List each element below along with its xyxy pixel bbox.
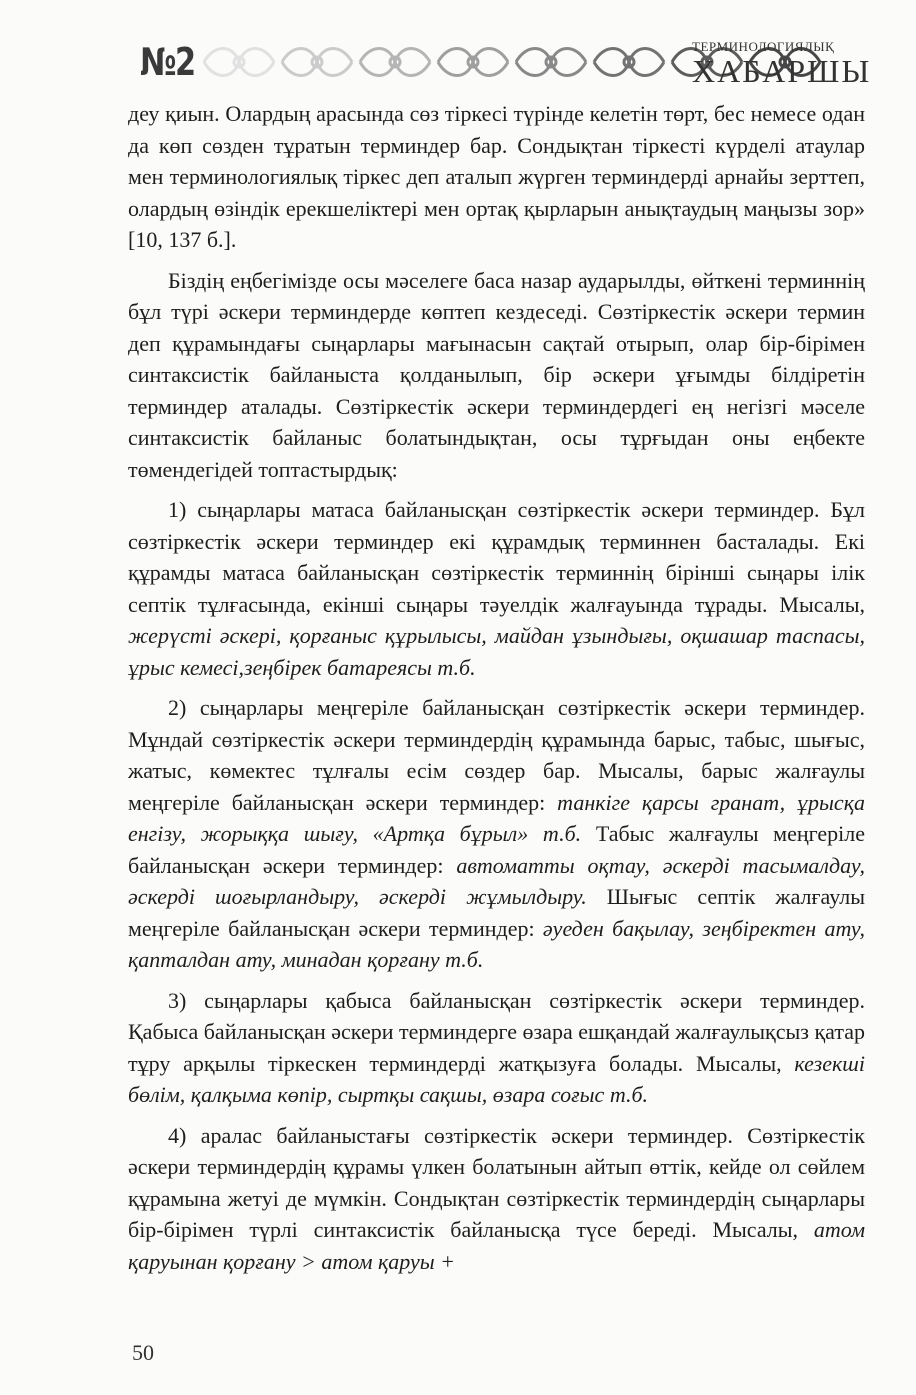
paragraph xyxy=(128,985,865,1111)
example-terms: кезекші бөлім, қалқыма көпір, сыртқы сақшы, өзара соғыс т.б. xyxy=(128,1050,865,1107)
journal-title-line1: ТЕРМИНОЛОГИЯЛЫҚ xyxy=(692,39,835,54)
page-number: 50 xyxy=(132,1340,154,1365)
paragraph xyxy=(128,1120,865,1278)
journal-title xyxy=(692,40,870,88)
running-header xyxy=(140,40,870,88)
example-terms: автоматты оқтау, әскерді тасымалдау, әскерді шоғырландыру, әскерді жұмылдыру. xyxy=(128,852,865,909)
example-terms: танкіге қарсы гранат, ұрысқа енгізу, жорыққа шығу, «Артқа бұрыл» т.б. xyxy=(128,789,865,846)
example-terms: атом қаруынан қорғану > атом қаруы + xyxy=(128,1217,865,1274)
paragraph xyxy=(128,265,865,486)
example-terms: жерүсті әскері, қорғаныс құрылысы, майдан ұзындығы, оқшашар таспасы, ұрыс кемесі,зеңбірек батареясы т.б. xyxy=(128,623,865,680)
example-terms: әуеден бақылау, зеңбіректен ату, қапталдан ату, минадан қорғану т.б. xyxy=(128,915,865,972)
journal-title-line2: ХАБАРШЫ xyxy=(692,53,872,89)
text-run: Шығыс септік жалғаулы меңгеріле байланысқан әскери терминдер: xyxy=(128,884,865,941)
text-run: 2) сыңарлары меңгеріле байланысқан сөзтіркестік әскери терминдер. Мұндай сөзтіркестік әскери терминдердің құрамында барыс, табыс, шығыс, жатыс, көмектес тұлғалы есім сөздер бар. Мысалы, барыс жалғаулы меңгеріле байланысқан әскери терминдер: xyxy=(128,695,865,815)
text-run: Біздің еңбегімізде осы мәселеге баса назар аударылды, өйткені терминнің бұл түрі әскери терминдерде көптеп кездеседі. Сөзтіркестік әскери термин деп құрамындағы сыңарлары мағынасын сақтай отырып, олар бір-бірімен синтаксистік байланыста қолданылып, бір әскери ұғымды білдіретін терминдер аталады. Сөзтіркестік әскери терминдердегі ең негізгі мәселе синтаксистік байланыс болатындықтан, осы тұрғыдан оны еңбекте төмендегідей топтастырдық: xyxy=(128,267,865,482)
text-run: 4) аралас байланыстағы сөзтіркестік әскери терминдер. Сөзтіркестік әскери терминдердің құрамы үлкен болатынын айтып өттік, кейде ол сөйлем құрамына жетуі де мүмкін. Сондықтан сөзтіркестік терминдердің сыңарлары бір-бірімен түрлі синтаксистік байланысқа түсе береді. Мысалы, xyxy=(128,1122,865,1242)
text-run: Табыс жалғаулы меңгеріле байланысқан әскери терминдер: xyxy=(128,821,865,878)
body-text xyxy=(128,98,865,1286)
paragraph xyxy=(128,494,865,683)
text-run: 3) сыңарлары қабыса байланысқан сөзтіркестік әскери терминдер. Қабыса байланысқан әскери терминдерге өзара ешқандай жалғаулықсыз қатар тұру арқылы тіркескен терминдерді жатқызуға болады. Мысалы, xyxy=(128,987,865,1076)
issue-number: №2 xyxy=(140,40,195,84)
paragraph xyxy=(128,692,865,976)
paragraph xyxy=(128,98,865,256)
text-run: деу қиын. Олардың арасында сөз тіркесі түрінде келетін төрт, бес немесе одан да көп сөзден тұратын терминдер бар. Сондықтан тіркесті күрделі атаулар мен терминологиялық тіркес деп аталып жүрген терминдерді арнайы зерттеп, олардың өзіндік ерекшеліктері мен ортақ қырларын анықтаудың маңызы зор» [10, 137 б.]. xyxy=(128,101,865,252)
text-run: 1) сыңарлары матаса байланысқан сөзтіркестік әскери терминдер. Бұл сөзтіркестік әскери терминдер екі құрамдық терминнен басталады. Екі құрамды матаса байланысқан сөзтіркестік терминнің бірінші сыңары ілік септік тұлғасында, екінші сыңары тәуелдік жалғауында тұрады. Мысалы, xyxy=(128,497,865,617)
